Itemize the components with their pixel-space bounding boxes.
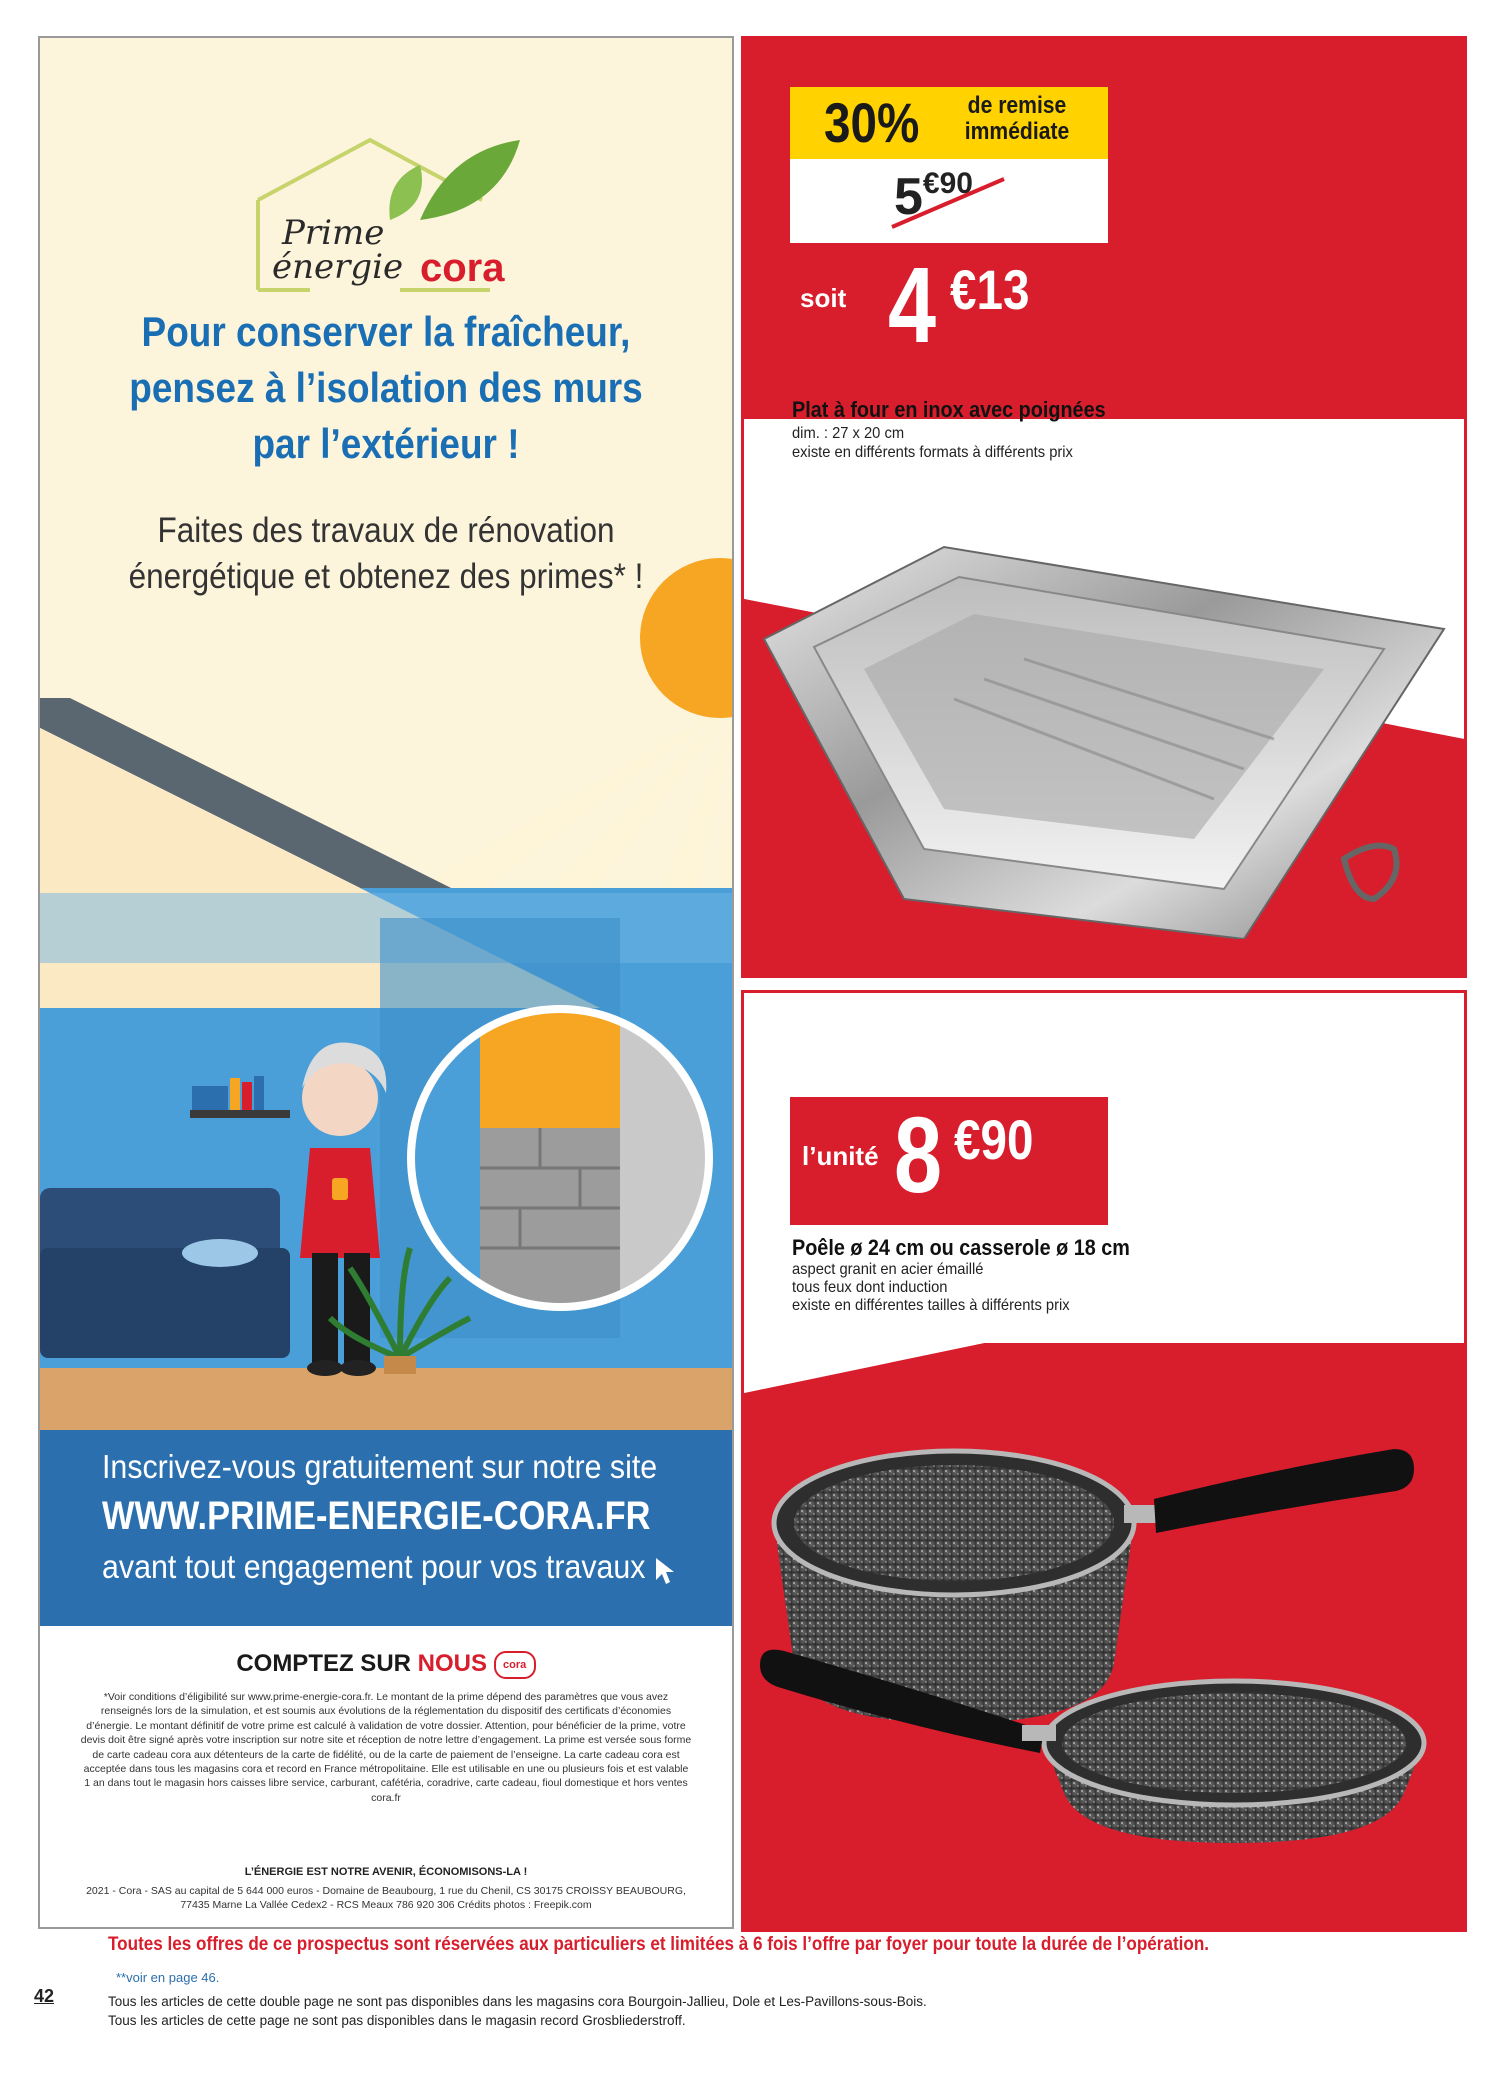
prime-energie-ad — [38, 36, 734, 1929]
prime-energie-cora-logo — [250, 130, 570, 310]
price-dec: €90 — [954, 1108, 1034, 1171]
product-desc-line: aspect granit en acier émaillé — [792, 1261, 984, 1278]
website-link[interactable]: WWW.PRIME-ENERGIE-CORA.FR — [102, 1494, 651, 1538]
cora-badge-text: cora — [503, 1658, 527, 1671]
floor — [40, 1368, 732, 1430]
energy-slogan: L’ÉNERGIE EST NOTRE AVENIR, ÉCONOMISONS-LA ! — [244, 1866, 528, 1878]
cursor-icon — [654, 1556, 678, 1586]
subline-line: énergétique et obtenez des primes* ! — [128, 557, 644, 596]
price-prefix: l’unité — [802, 1141, 879, 1171]
discount-label-1: de remise — [967, 92, 1067, 119]
product-desc-line: tous feux dont induction — [792, 1279, 948, 1296]
see-page-note: **voir en page 46. — [116, 1970, 220, 1985]
new-price-dec: €13 — [950, 258, 1030, 321]
sofa — [40, 1188, 290, 1358]
logo-energie: énergie — [272, 247, 404, 287]
discount-banner — [790, 87, 1108, 159]
signup-text: Inscrivez-vous gratuitement sur notre site — [102, 1448, 658, 1485]
offer-limitation-notice: Toutes les offres de ce prospectus sont réservées aux particuliers et limitées à 6 fois l’offre par foyer pour toute la durée de l’opération. — [108, 1934, 1210, 1955]
page-number: 42 — [34, 1986, 55, 2006]
price-int: 8 — [894, 1094, 943, 1215]
logo-prime: Prime — [282, 213, 385, 253]
availability-note: Tous les articles de cette page ne sont pas disponibles dans le magasin record Grosbliederstroff. — [108, 2013, 686, 2028]
new-price-int: 4 — [888, 244, 937, 365]
logo-cora: cora — [420, 246, 505, 290]
roasting-pan-image — [744, 519, 1464, 939]
product-card-roasting-pan[interactable] — [741, 36, 1467, 978]
company-info: 2021 - Cora - SAS au capital de 5 644 000 euros - Domaine de Beaubourg, 1 rue du Chenil, CS 30175 CROISSY BEAUBOURG, 77435 Marne La Vallée Cedex2 - RCS Meaux 786 920 306 Crédits photos : Freepik.com — [86, 1885, 686, 1911]
signup-band — [40, 1430, 732, 1626]
headline-line: par l’extérieur ! — [252, 420, 520, 467]
cookware-image — [744, 1413, 1464, 1913]
price-box — [790, 1094, 1108, 1225]
subline-line: Faites des travaux de rénovation — [157, 511, 615, 550]
comptez-highlight: NOUS — [417, 1650, 487, 1677]
discount-percent: 30% — [824, 91, 920, 154]
product-desc-line: dim. : 27 x 20 cm — [792, 425, 905, 442]
new-price-box — [790, 243, 1108, 387]
old-price-dec: €90 — [922, 167, 973, 200]
strike-line — [888, 173, 1008, 233]
ad-headline — [82, 304, 691, 472]
headline-line: Pour conserver la fraîcheur, — [141, 308, 631, 355]
comptez-prefix: COMPTEZ SUR — [236, 1650, 411, 1677]
product-desc-line: existe en différents formats à différents prix — [792, 444, 1073, 461]
product-card-cookware[interactable] — [741, 990, 1467, 1932]
product-title: Poêle ø 24 cm ou casserole ø 18 cm — [792, 1235, 1130, 1260]
headline-line: pensez à l’isolation des murs — [129, 364, 643, 411]
price-box — [790, 87, 1108, 387]
discount-label — [951, 93, 1083, 145]
discount-label-2: immédiate — [964, 118, 1070, 145]
wall-insulation-detail — [410, 1008, 710, 1308]
ad-subline — [75, 508, 698, 600]
legal-conditions: *Voir conditions d’éligibilité sur www.prime-energie-cora.fr. Le montant de la prime dépend des paramètres que vous avez renseignés lors de la simulation, et est soumis aux évolutions de la réglementation du dispositif des certificats d’économies d’énergie. Le montant définitif de votre prime est calculé à validation de votre dossier. Attention, pour bénéficier de la prime, votre devis doit être signé après votre inscription sur notre site et réception de notre lettre d’engagement. La prime est versée sous forme de carte cadeau cora aux détenteurs de la carte de fidélité, ou de la carte de paiement de l’enseigne. La carte cadeau cora est acceptée dans tous les magasins cora et record en France métropolitaine. Elle est utilisable en une ou plusieurs fois et est valable 1 an dans tout le magasin hors caisses libre service, carburant, cafétéria, coradrive, carte cadeau, fioul domestique et hors ventes cora.fr — [80, 1691, 692, 1804]
old-price-int: 5 — [894, 168, 923, 226]
product-title: Plat à four en inox avec poignées — [792, 397, 1106, 422]
comptez-sur-nous — [40, 1650, 732, 1679]
leaf-icon — [420, 140, 520, 220]
availability-note: Tous les articles de cette double page ne sont pas disponibles dans les magasins cora Bourgoin-Jallieu, Dole et Les-Pavillons-sous-Bois. — [108, 1994, 927, 2009]
price-prefix: soit — [800, 283, 847, 313]
product-desc-line: existe en différentes tailles à différents prix — [792, 1297, 1070, 1314]
cora-badge-icon — [494, 1651, 536, 1679]
legal-section — [40, 1626, 732, 1927]
signup-subtext: avant tout engagement pour vos travaux — [102, 1548, 646, 1585]
